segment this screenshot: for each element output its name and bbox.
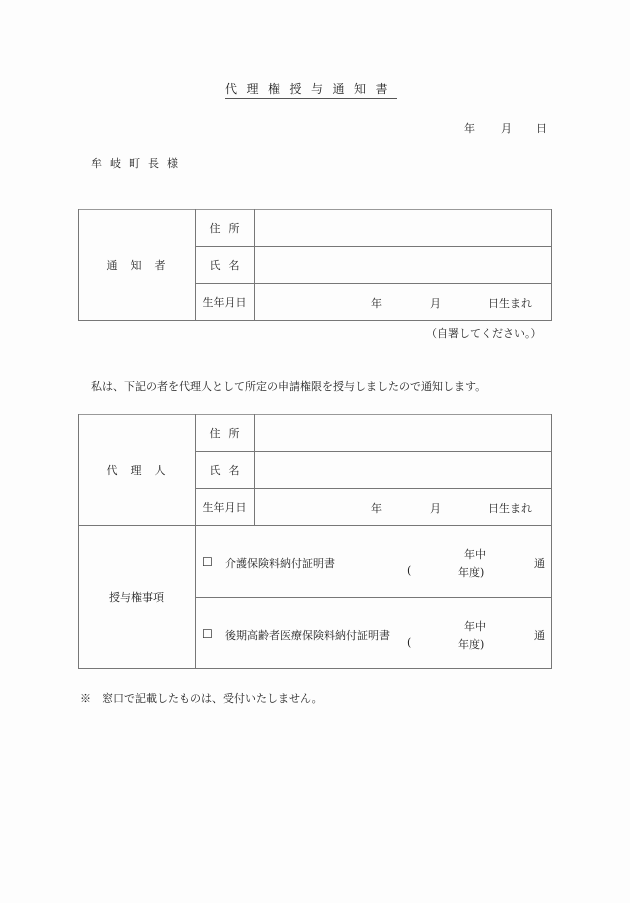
statement-text: 私は、下記の者を代理人として所定の申請権限を授与しましたので通知します。 bbox=[91, 380, 487, 393]
notifier-birthdate-label: 生年月日 bbox=[202, 295, 247, 309]
notifier-birthdate-field[interactable] bbox=[255, 284, 551, 320]
agent-birth-day: 日生まれ bbox=[488, 502, 532, 515]
agent-name-field[interactable] bbox=[255, 452, 551, 488]
date-day: 日 bbox=[536, 122, 547, 135]
date-month: 月 bbox=[501, 122, 512, 135]
agent-address-label: 住所 bbox=[209, 426, 248, 440]
footnote: ※ 窓口で記載したものは、受付いたしません。 bbox=[80, 692, 323, 705]
agent-birthdate-field[interactable] bbox=[255, 489, 551, 525]
nursing-care-open-paren: ( bbox=[407, 564, 412, 577]
notifier-name-field[interactable] bbox=[255, 247, 551, 283]
elderly-medical-year-bottom[interactable]: 年度) bbox=[458, 638, 485, 651]
authority-item-elderly-medical bbox=[196, 598, 551, 668]
elderly-medical-year-top[interactable]: 年中 bbox=[464, 620, 486, 633]
agent-header: 代理人 bbox=[106, 463, 179, 477]
signature-note: （自署してください。） bbox=[426, 327, 542, 340]
checkbox-nursing-care[interactable]: ☐ bbox=[202, 555, 213, 569]
elderly-medical-label: 後期高齢者医療保険料納付証明書 bbox=[225, 629, 390, 642]
notifier-birth-year: 年 bbox=[371, 297, 382, 310]
checkbox-elderly-medical[interactable]: ☐ bbox=[202, 627, 213, 641]
addressee: 牟岐町長様 bbox=[91, 157, 186, 170]
notifier-name-label: 氏名 bbox=[209, 258, 248, 272]
agent-name-label: 氏名 bbox=[209, 463, 248, 477]
date-year: 年 bbox=[464, 122, 475, 135]
authority-header: 授与権事項 bbox=[109, 590, 164, 604]
authority-item-nursing-care bbox=[196, 526, 551, 597]
notifier-address-label: 住所 bbox=[209, 221, 248, 235]
elderly-medical-open-paren: ( bbox=[407, 636, 412, 649]
nursing-care-year-top[interactable]: 年中 bbox=[464, 548, 486, 561]
nursing-care-count[interactable]: 通 bbox=[534, 557, 545, 570]
agent-birth-month: 月 bbox=[430, 502, 441, 515]
nursing-care-year-bottom[interactable]: 年度) bbox=[458, 566, 485, 579]
notifier-address-field[interactable] bbox=[255, 210, 551, 246]
notifier-birth-month: 月 bbox=[430, 297, 441, 310]
document-title: 代理権授与通知書 bbox=[225, 80, 397, 99]
agent-address-field[interactable] bbox=[255, 415, 551, 451]
nursing-care-label: 介護保険料納付証明書 bbox=[225, 557, 335, 570]
notifier-birth-day: 日生まれ bbox=[488, 297, 532, 310]
notifier-header: 通知者 bbox=[106, 258, 179, 272]
agent-birth-year: 年 bbox=[371, 502, 382, 515]
agent-birthdate-label: 生年月日 bbox=[202, 500, 247, 514]
elderly-medical-count[interactable]: 通 bbox=[534, 629, 545, 642]
